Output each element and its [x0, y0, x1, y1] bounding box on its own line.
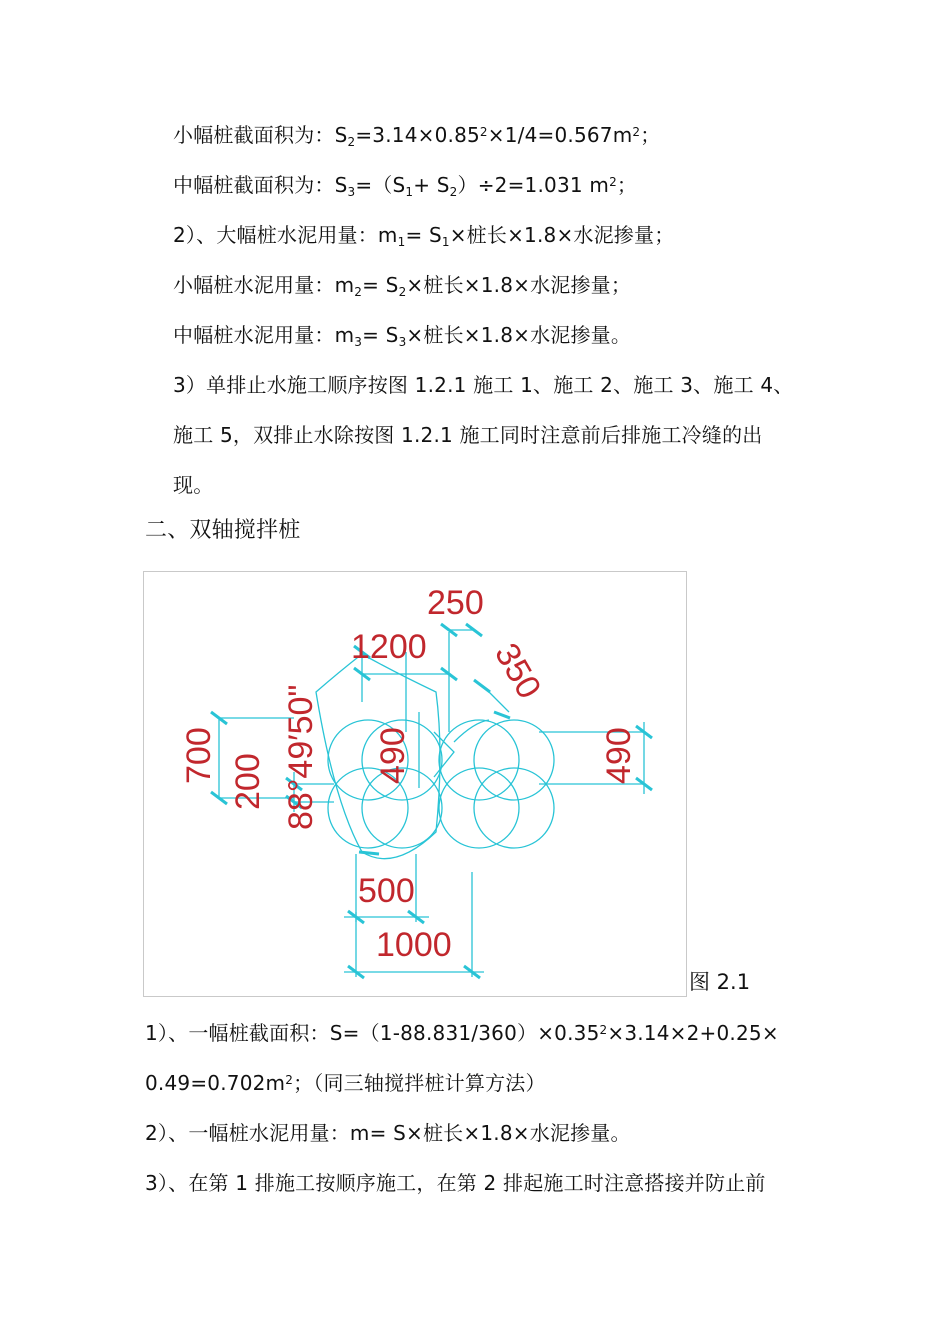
subscript: 2	[347, 135, 356, 149]
formula-line-area-cont	[145, 1070, 546, 1096]
paragraph-line: 施工 5，双排止水除按图 1.2.1 施工同时注意前后排施工冷缝的出	[173, 423, 763, 447]
section-heading: 二、双轴搅拌桩	[145, 518, 301, 543]
text-run: 小幅桩水泥用量：m	[173, 273, 355, 297]
subscript: 2	[449, 185, 458, 199]
dim-490-right: 490	[600, 727, 638, 784]
text-run: =3.14×0.85	[355, 123, 480, 147]
text-run: ；（同三轴搅拌桩计算方法）	[293, 1071, 546, 1095]
formula-line-s2	[173, 122, 660, 148]
text-run: 小幅桩截面积为：S	[173, 123, 348, 147]
text-run: ）÷2=1.031 m	[457, 173, 610, 197]
text-run: = S	[405, 223, 442, 247]
text-run: 2）、大幅桩水泥用量：m	[173, 223, 398, 247]
paragraph-line: 2）、一幅桩水泥用量：m= S×桩长×1.8×水泥掺量。	[145, 1121, 631, 1145]
formula-line-m1	[173, 222, 674, 248]
formula-line-m3	[173, 322, 631, 348]
formula-line-area	[145, 1020, 779, 1046]
paragraph-line: 现。	[173, 473, 214, 497]
subscript: 3	[347, 185, 356, 199]
subscript: 1	[397, 235, 406, 249]
dim-angle: 88°49′50"	[282, 684, 320, 830]
dim-200: 200	[229, 753, 267, 810]
text-run: 0.49=0.702m	[145, 1071, 286, 1095]
text-run: = S	[362, 323, 399, 347]
dim-1000: 1000	[376, 926, 452, 964]
pile-diagram	[144, 572, 686, 996]
dim-350: 350	[487, 637, 549, 706]
text-run: ×桩长×1.8×水泥掺量；	[449, 223, 675, 247]
superscript: 2	[479, 125, 488, 139]
text-run: ×3.14×2+0.25×	[607, 1021, 779, 1045]
text-run: = S	[362, 273, 399, 297]
dim-700: 700	[180, 727, 218, 784]
figure-caption: 图 2.1	[689, 970, 751, 994]
text-run: + S	[413, 173, 450, 197]
dim-1200: 1200	[351, 628, 427, 666]
subscript: 3	[354, 335, 363, 349]
text-run: ×1/4=0.567m	[487, 123, 633, 147]
subscript: 1	[441, 235, 450, 249]
superscript: 2	[285, 1073, 294, 1087]
angle-mark	[434, 732, 454, 777]
superscript: 2	[599, 1023, 608, 1037]
text-run: ×桩长×1.8×水泥掺量；	[406, 273, 632, 297]
paragraph-line: 3）单排止水施工顺序按图 1.2.1 施工 1、施工 2、施工 3、施工 4、	[173, 373, 794, 397]
paragraph-line: 3）、在第 1 排施工按顺序施工，在第 2 排起施工时注意搭接并防止前	[145, 1171, 766, 1195]
text-run: =（S	[355, 173, 406, 197]
text-run: 1）、一幅桩截面积：S=（1-88.831/360）×0.35	[145, 1021, 600, 1045]
dim-250: 250	[427, 584, 484, 622]
radius-arc	[454, 720, 489, 742]
superscript: 2	[632, 125, 641, 139]
subscript: 2	[354, 285, 363, 299]
text-run: ；	[640, 123, 661, 147]
text-run: 中幅桩水泥用量：m	[173, 323, 355, 347]
superscript: 2	[609, 175, 617, 189]
dim-500: 500	[358, 872, 415, 910]
dim-490-left: 490	[374, 727, 412, 784]
text-run: ；	[616, 173, 638, 197]
subscript: 3	[398, 335, 407, 349]
text-run: ×桩长×1.8×水泥掺量。	[406, 323, 632, 347]
formula-line-m2	[173, 272, 631, 298]
figure-2-1	[143, 571, 687, 997]
formula-line-s3	[173, 172, 637, 198]
text-run: 中幅桩截面积为：S	[173, 173, 348, 197]
subscript: 2	[398, 285, 407, 299]
subscript: 1	[405, 185, 414, 199]
